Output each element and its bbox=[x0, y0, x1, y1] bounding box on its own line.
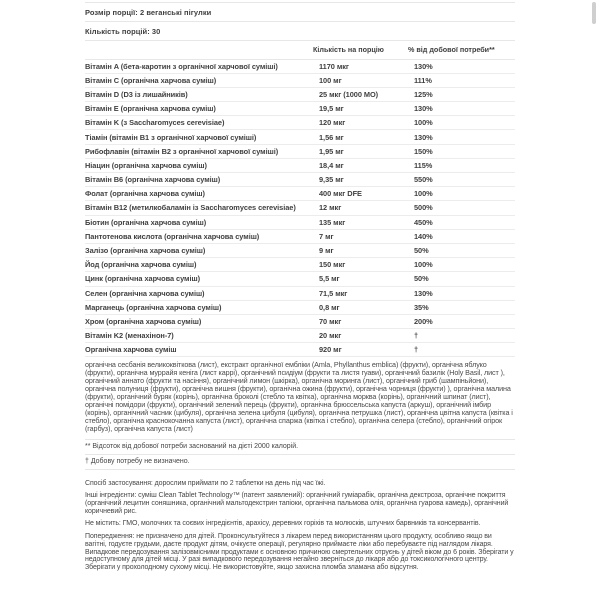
nutrient-amount: 9,35 мг bbox=[319, 175, 344, 185]
nutrient-amount: 5,5 мг bbox=[319, 274, 340, 284]
nutrient-daily-value: 100% bbox=[414, 189, 433, 199]
nutrient-name: Цинк (органічна харчова суміш) bbox=[85, 274, 201, 284]
nutrient-daily-value: 35% bbox=[414, 302, 429, 312]
nutrient-daily-value: † bbox=[414, 331, 419, 341]
nutrient-amount: 70 мкг bbox=[319, 316, 342, 326]
nutrient-name: Вітамін B12 (метилкобаламін із Saccharomyces cerevisiae) bbox=[85, 203, 296, 213]
blend-ingredients-list: органічна сесбанія великоквіткова (лист), екстракт органічної ембліки (Amla, Phyllanthus emblica) (фрукти), органічна яблуко (фрукти), органічна муррайя кеніга (лист каррі), органічний псидіум (фрукти та листя гуави), органічний базилік (Holy Basil, лист ), органічний аннато (фрукти та насіння), органічний лимон (шкірка), органічна моринга (лист), органічний гриб (шампіньйони), органічна полуниця (фрукти), органічна вишня (фрукти), органічна ожина (фрукти), органічна чорниця (фрукти) ), органічна малина (фрукти), органічний буряк (корінь), органічна броколі (стебло та квітка), органічна морква (корінь), органічний шпинат (лист), органічні помідори (фрукти), органічний зелений перець (фрукти), органічна брюссельська капуста (аркуш), органічний імбир (корінь), органічний часник (цибуля), органічна зелена цибуля (цибуля), органічна петрушка (лист), органічна цвітна капуста (квітка і стебло), органічна краснокочанна капуста (лист), органічна спаржа (квітка і стебло), органічна селера (стебло), органічний огірок (гарбуз), органічна капуста (лист) bbox=[85, 360, 513, 433]
nutrient-amount: 7 мг bbox=[319, 231, 334, 241]
nutrient-amount: 0,8 мг bbox=[319, 302, 340, 312]
nutrient-name: Фолат (органічна харчова суміш) bbox=[85, 189, 205, 199]
nutrient-daily-value: 550% bbox=[414, 175, 433, 185]
nutrient-daily-value: 111% bbox=[414, 75, 432, 85]
table-row bbox=[85, 74, 515, 88]
table-row bbox=[85, 159, 515, 173]
nutrient-daily-value: 130% bbox=[414, 288, 433, 298]
nutrient-daily-value: 200% bbox=[414, 316, 433, 326]
nutrient-daily-value: 150% bbox=[414, 146, 433, 156]
table-row bbox=[85, 343, 515, 357]
nutrient-name: Пантотенова кислота (органічна харчова суміш) bbox=[85, 231, 260, 241]
nutrient-daily-value: 100% bbox=[414, 118, 433, 128]
nutrient-daily-value: 130% bbox=[414, 61, 433, 71]
table-row bbox=[85, 116, 515, 130]
nutrient-amount: 19,5 мг bbox=[319, 104, 344, 114]
nutrient-amount: 9 мг bbox=[319, 246, 334, 256]
table-row bbox=[85, 230, 515, 244]
nutrient-daily-value: 50% bbox=[414, 246, 429, 256]
nutrient-name: Вітамін B6 (органічна харчова суміш) bbox=[85, 175, 221, 185]
nutrient-daily-value: † bbox=[414, 345, 419, 355]
footnote-dagger: † Добову потребу не визначено. bbox=[85, 458, 190, 466]
table-row bbox=[85, 301, 515, 315]
nutrient-daily-value: 50% bbox=[414, 274, 429, 284]
nutrient-name: Вітамін K (з Saccharomyces cerevisiae) bbox=[85, 118, 225, 128]
nutrient-daily-value: 130% bbox=[414, 132, 433, 142]
table-row bbox=[85, 329, 515, 343]
table-row bbox=[85, 102, 515, 116]
nutrient-name: Вітамін K2 (менахінон-7) bbox=[85, 331, 174, 341]
nutrients-table bbox=[85, 60, 515, 358]
table-row bbox=[85, 287, 515, 301]
nutrient-daily-value: 500% bbox=[414, 203, 433, 213]
nutrient-name: Марганець (органічна харчова суміш) bbox=[85, 302, 222, 312]
nutrient-amount: 12 мкг bbox=[319, 203, 342, 213]
nutrient-daily-value: 125% bbox=[414, 89, 433, 99]
nutrient-name: Вітамін C (органічна харчова суміш) bbox=[85, 75, 217, 85]
nutrient-daily-value: 140% bbox=[414, 231, 433, 241]
nutrient-amount: 20 мкг bbox=[319, 331, 342, 341]
table-row bbox=[85, 60, 515, 74]
table-row bbox=[85, 258, 515, 272]
nutrient-amount: 1,56 мг bbox=[319, 132, 344, 142]
nutrient-name: Селен (органічна харчова суміш) bbox=[85, 288, 205, 298]
serving-size: Розмір порції: 2 веганські пігулки bbox=[85, 7, 212, 17]
nutrient-amount: 18,4 мг bbox=[319, 160, 344, 170]
nutrient-amount: 1170 мкг bbox=[319, 61, 349, 71]
nutrient-amount: 135 мкг bbox=[319, 217, 346, 227]
nutrient-name: Залізо (органічна харчова суміш) bbox=[85, 246, 206, 256]
servings-per-container: Кількість порцій: 30 bbox=[85, 26, 161, 36]
header-spacer bbox=[85, 45, 313, 54]
usage-directions: Спосіб застосування: дорослим приймати по 2 таблетки на день під час їжі. bbox=[85, 479, 326, 487]
free-of-statement: Не містить: ГМО, молочних та соєвих інгредієнтів, арахісу, деревних горіхів та молюсків, штучних барвників та консервантів. bbox=[85, 520, 481, 528]
nutrient-daily-value: 450% bbox=[414, 217, 433, 227]
nutrient-name: Органічна харчова суміш bbox=[85, 345, 177, 355]
nutrient-name: Ніацин (органічна харчова суміш) bbox=[85, 160, 207, 170]
table-row bbox=[85, 145, 515, 159]
nutrient-amount: 71,5 мкг bbox=[319, 288, 348, 298]
nutrient-amount: 400 мкг DFE bbox=[319, 189, 362, 199]
table-header bbox=[85, 41, 515, 59]
nutrient-amount: 25 мкг (1000 МО) bbox=[319, 89, 379, 99]
nutrient-amount: 150 мкг bbox=[319, 260, 346, 270]
column-percent-daily-value: % від добової потреби** bbox=[408, 45, 495, 54]
nutrient-daily-value: 115% bbox=[414, 160, 433, 170]
nutrient-daily-value: 100% bbox=[414, 260, 433, 270]
nutrient-name: Хром (органічна харчова суміш) bbox=[85, 316, 202, 326]
divider bbox=[85, 469, 515, 470]
table-row bbox=[85, 173, 515, 187]
warning-statement: Попередження: не призначено для дітей. Проконсультуйтеся з лікарем перед використанням цього продукту, особливо якщо ви вагітні, годуєте грудьми, даєте продукт дітям, очікуєте операції, регулярно приймаєте ліки або перебуваєте під наглядом лікаря. Випадкове передозування залізовмісними продуктами є основною причиною смертельних отруєнь у дітей віком до 6 років. Зберігати у недоступному для дітей місці. У разі випадкового передозування негайно зверніться до лікаря або до токсикологічного центру. Зберігати у прохолодному сухому місці. Не використовуйте, якщо захисна пломба зламана або відсутня. bbox=[85, 533, 514, 571]
table-row bbox=[85, 272, 515, 286]
nutrient-name: Біотин (органічна харчова суміш) bbox=[85, 217, 207, 227]
table-row bbox=[85, 130, 515, 144]
table-row bbox=[85, 315, 515, 329]
table-row bbox=[85, 88, 515, 102]
nutrient-daily-value: 130% bbox=[414, 104, 433, 114]
footnote-daily-value: ** Відсоток від добової потреби заснований на дієті 2000 калорій. bbox=[85, 443, 299, 451]
table-row bbox=[85, 201, 515, 215]
nutrient-name: Йод (органічна харчова суміш) bbox=[85, 260, 197, 270]
nutrient-amount: 920 мг bbox=[319, 345, 342, 355]
nutrient-amount: 100 мг bbox=[319, 75, 342, 85]
table-row bbox=[85, 216, 515, 230]
nutrient-amount: 120 мкг bbox=[319, 118, 346, 128]
scrollbar-thumb[interactable] bbox=[592, 2, 596, 24]
other-ingredients: Інші інгредієнти: суміш Clean Tablet Technology™ (патент заявлений): органічний гуміарабік, органічна декстроза, органічне покриття (органічний лецитин соняшника, органічний мальтодекстрин тапіоки, органічна пальмова олія, органічна гуарова камедь), органічний коричневий рис. bbox=[85, 492, 509, 515]
info-paragraphs bbox=[85, 480, 515, 572]
nutrient-name: Вітамін D (D3 із лишайників) bbox=[85, 89, 188, 99]
table-row bbox=[85, 244, 515, 258]
table-row bbox=[85, 187, 515, 201]
nutrient-amount: 1,95 мг bbox=[319, 146, 344, 156]
nutrient-name: Тіамін (вітамін B1 з органічної харчової суміші) bbox=[85, 132, 257, 142]
nutrient-name: Вітамін E (органічна харчова суміш) bbox=[85, 104, 216, 114]
nutrient-name: Вітамін A (бета-каротин з органічної харчової суміші) bbox=[85, 61, 278, 71]
column-amount-per-serving: Кількість на порцію bbox=[313, 45, 384, 54]
nutrient-name: Рибофлавін (вітамін B2 з органічної харчової суміші) bbox=[85, 146, 279, 156]
